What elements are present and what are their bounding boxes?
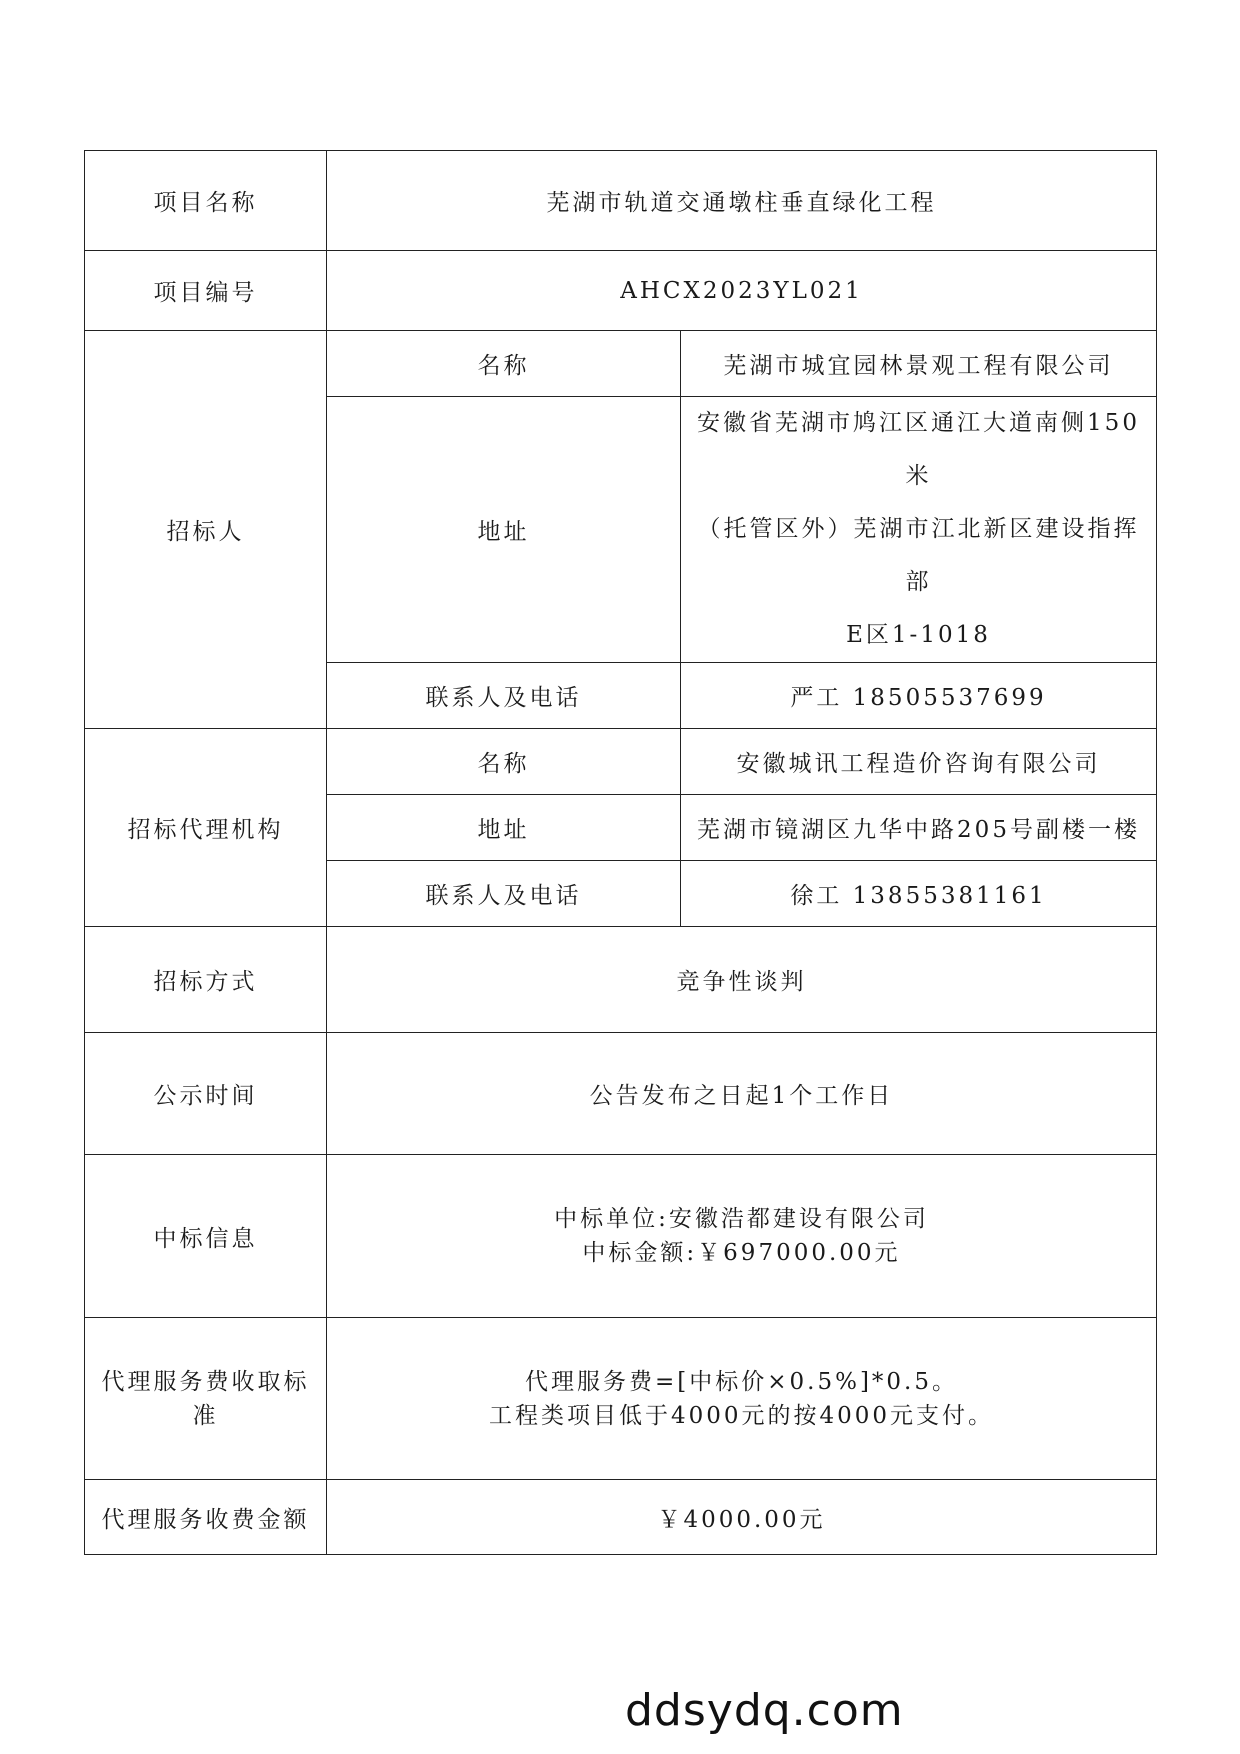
label-tenderer-name: 名称 [327,331,681,397]
row-agency-name [85,729,1157,795]
value-tenderer-contact: 严工 18505537699 [681,663,1157,729]
award-info-table [84,150,1157,1555]
winner-company: 中标单位:安徽浩都建设有限公司 [554,1206,929,1232]
row-fee-amount [85,1480,1157,1555]
label-agency-address: 地址 [327,795,681,861]
value-project-code: AHCX2023YL021 [327,251,1157,331]
address-line-3: E区1-1018 [846,622,991,648]
value-fee-standard [327,1318,1157,1480]
label-agency: 招标代理机构 [85,729,327,927]
value-tenderer-address [681,397,1157,663]
row-project-name [85,151,1157,251]
label-project-code: 项目编号 [85,251,327,331]
value-method: 竞争性谈判 [327,927,1157,1033]
label-agency-name: 名称 [327,729,681,795]
value-agency-contact: 徐工 13855381161 [681,861,1157,927]
label-tenderer: 招标人 [85,331,327,729]
fee-formula: 代理服务费=[中标价×0.5%]*0.5。 [525,1368,958,1395]
row-fee-standard [85,1318,1157,1480]
row-winner [85,1155,1157,1318]
value-agency-name: 安徽城讯工程造价咨询有限公司 [681,729,1157,795]
fee-minimum: 工程类项目低于4000元的按4000元支付。 [488,1402,995,1429]
label-fee-amount: 代理服务收费金额 [85,1480,327,1555]
value-publicity: 公告发布之日起1个工作日 [327,1033,1157,1155]
value-fee-amount: ￥4000.00元 [327,1480,1157,1555]
address-line-2: （托管区外）芜湖市江北新区建设指挥部 [697,516,1140,595]
label-tenderer-address: 地址 [327,397,681,663]
value-winner [327,1155,1157,1318]
row-publicity [85,1033,1157,1155]
row-method [85,927,1157,1033]
address-line-1: 安徽省芜湖市鸠江区通江大道南侧150米 [697,410,1140,489]
winner-amount: 中标金额:￥697000.00元 [582,1240,901,1266]
label-project-name: 项目名称 [85,151,327,251]
label-publicity: 公示时间 [85,1033,327,1155]
label-fee-standard: 代理服务费收取标准 [85,1318,327,1480]
value-agency-address: 芜湖市镜湖区九华中路205号副楼一楼 [681,795,1157,861]
label-agency-contact: 联系人及电话 [327,861,681,927]
label-winner: 中标信息 [85,1155,327,1318]
row-project-code [85,251,1157,331]
site-watermark: ddsydq.com [625,1685,904,1736]
label-tenderer-contact: 联系人及电话 [327,663,681,729]
value-tenderer-name: 芜湖市城宜园林景观工程有限公司 [681,331,1157,397]
row-tenderer-name [85,331,1157,397]
label-method: 招标方式 [85,927,327,1033]
value-project-name: 芜湖市轨道交通墩柱垂直绿化工程 [327,151,1157,251]
